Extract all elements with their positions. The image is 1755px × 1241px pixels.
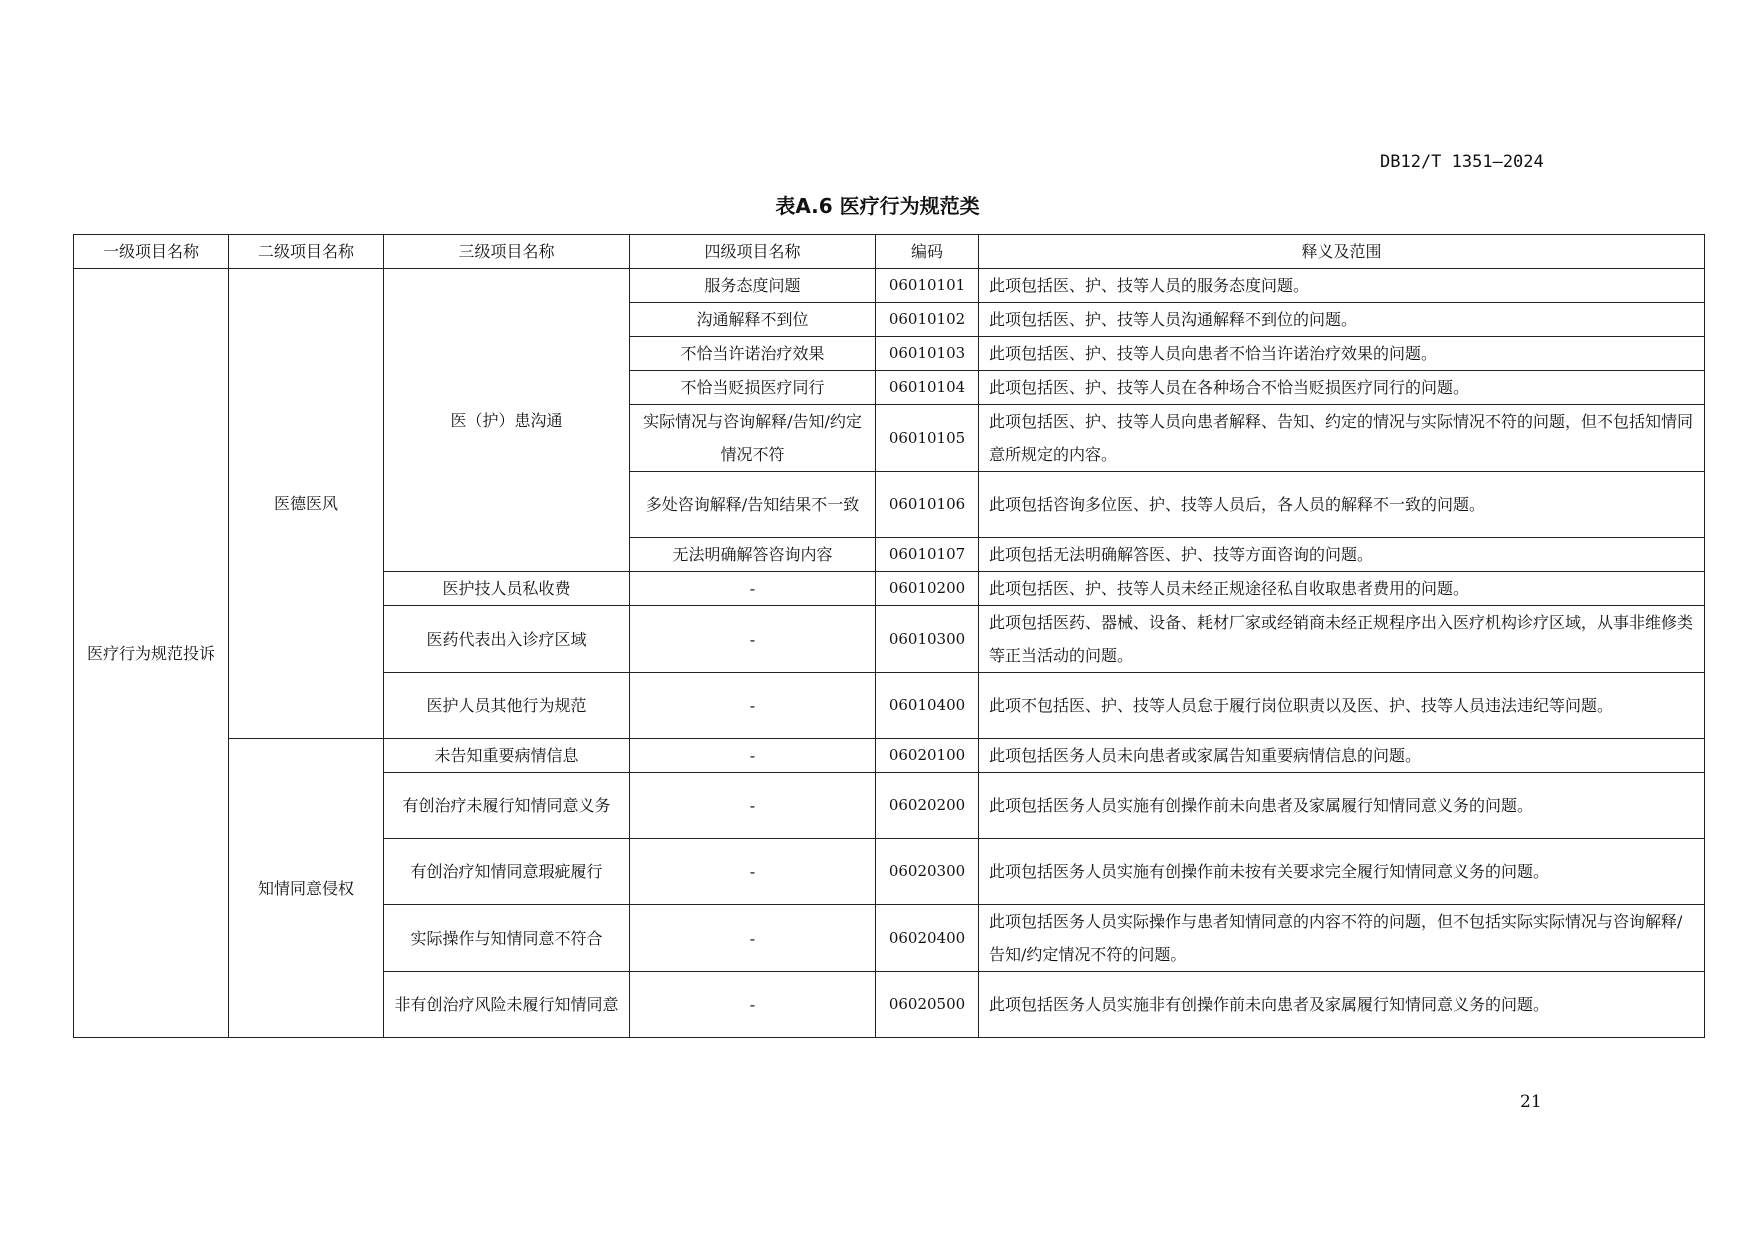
col-header-level4: 四级项目名称 (630, 235, 876, 269)
classification-table (73, 234, 1705, 1038)
level2-cell-medical-ethics: 医德医风 (229, 269, 384, 739)
code-cell: 06020200 (876, 773, 979, 839)
description-cell: 此项包括医、护、技等人员沟通解释不到位的问题。 (979, 303, 1705, 337)
level4-cell: - (630, 673, 876, 739)
level4-cell: 多处咨询解释/告知结果不一致 (630, 472, 876, 538)
description-cell: 此项包括医务人员实施有创操作前未按有关要求完全履行知情同意义务的问题。 (979, 839, 1705, 905)
code-cell: 06020300 (876, 839, 979, 905)
description-cell: 此项包括医、护、技等人员的服务态度问题。 (979, 269, 1705, 303)
level4-cell: - (630, 572, 876, 606)
description-cell: 此项包括医务人员实施非有创操作前未向患者及家属履行知情同意义务的问题。 (979, 972, 1705, 1038)
code-cell: 06010300 (876, 606, 979, 673)
level3-cell: 有创治疗知情同意瑕疵履行 (384, 839, 630, 905)
document-code: DB12/T 1351—2024 (1380, 152, 1544, 172)
code-cell: 06010107 (876, 538, 979, 572)
level2-cell-informed-consent: 知情同意侵权 (229, 739, 384, 1038)
col-header-level3: 三级项目名称 (384, 235, 630, 269)
level4-cell: - (630, 739, 876, 773)
level1-cell: 医疗行为规范投诉 (74, 269, 229, 1038)
header-row (74, 235, 1705, 269)
page-number: 21 (1520, 1092, 1542, 1112)
level4-cell: - (630, 606, 876, 673)
level3-cell: 医护技人员私收费 (384, 572, 630, 606)
code-cell: 06020100 (876, 739, 979, 773)
level4-cell: 服务态度问题 (630, 269, 876, 303)
col-header-description: 释义及范围 (979, 235, 1705, 269)
level4-cell: - (630, 773, 876, 839)
level4-cell: 不恰当贬损医疗同行 (630, 371, 876, 405)
level4-cell: 无法明确解答咨询内容 (630, 538, 876, 572)
code-cell: 06010400 (876, 673, 979, 739)
col-header-code: 编码 (876, 235, 979, 269)
table-row (74, 269, 1705, 303)
level3-cell: 非有创治疗风险未履行知情同意 (384, 972, 630, 1038)
code-cell: 06010105 (876, 405, 979, 472)
code-cell: 06020400 (876, 905, 979, 972)
level4-cell: 不恰当许诺治疗效果 (630, 337, 876, 371)
description-cell: 此项包括医药、器械、设备、耗材厂家或经销商未经正规程序出入医疗机构诊疗区域，从事非维修类等正当活动的问题。 (979, 606, 1705, 673)
code-cell: 06010200 (876, 572, 979, 606)
level3-cell-communication: 医（护）患沟通 (384, 269, 630, 572)
code-cell: 06010102 (876, 303, 979, 337)
code-cell: 06010101 (876, 269, 979, 303)
table-row (74, 739, 1705, 773)
description-cell: 此项包括医务人员未向患者或家属告知重要病情信息的问题。 (979, 739, 1705, 773)
level3-cell: 实际操作与知情同意不符合 (384, 905, 630, 972)
level3-cell: 医护人员其他行为规范 (384, 673, 630, 739)
code-cell: 06020500 (876, 972, 979, 1038)
code-cell: 06010106 (876, 472, 979, 538)
level4-cell: - (630, 839, 876, 905)
col-header-level1: 一级项目名称 (74, 235, 229, 269)
level3-cell: 医药代表出入诊疗区域 (384, 606, 630, 673)
level3-cell: 未告知重要病情信息 (384, 739, 630, 773)
level4-cell: - (630, 972, 876, 1038)
description-cell: 此项包括医务人员实施有创操作前未向患者及家属履行知情同意义务的问题。 (979, 773, 1705, 839)
description-cell: 此项包括医、护、技等人员在各种场合不恰当贬损医疗同行的问题。 (979, 371, 1705, 405)
description-cell: 此项包括无法明确解答医、护、技等方面咨询的问题。 (979, 538, 1705, 572)
level4-cell: - (630, 905, 876, 972)
description-cell: 此项包括医、护、技等人员未经正规途径私自收取患者费用的问题。 (979, 572, 1705, 606)
level3-cell: 有创治疗未履行知情同意义务 (384, 773, 630, 839)
level4-cell: 沟通解释不到位 (630, 303, 876, 337)
description-cell: 此项包括医、护、技等人员向患者解释、告知、约定的情况与实际情况不符的问题，但不包括知情同意所规定的内容。 (979, 405, 1705, 472)
description-cell: 此项不包括医、护、技等人员怠于履行岗位职责以及医、护、技等人员违法违纪等问题。 (979, 673, 1705, 739)
description-cell: 此项包括医务人员实际操作与患者知情同意的内容不符的问题，但不包括实际实际情况与咨询解释/告知/约定情况不符的问题。 (979, 905, 1705, 972)
code-cell: 06010104 (876, 371, 979, 405)
description-cell: 此项包括咨询多位医、护、技等人员后，各人员的解释不一致的问题。 (979, 472, 1705, 538)
col-header-level2: 二级项目名称 (229, 235, 384, 269)
description-cell: 此项包括医、护、技等人员向患者不恰当许诺治疗效果的问题。 (979, 337, 1705, 371)
table-title: 表A.6 医疗行为规范类 (775, 194, 980, 218)
code-cell: 06010103 (876, 337, 979, 371)
level4-cell: 实际情况与咨询解释/告知/约定情况不符 (630, 405, 876, 472)
